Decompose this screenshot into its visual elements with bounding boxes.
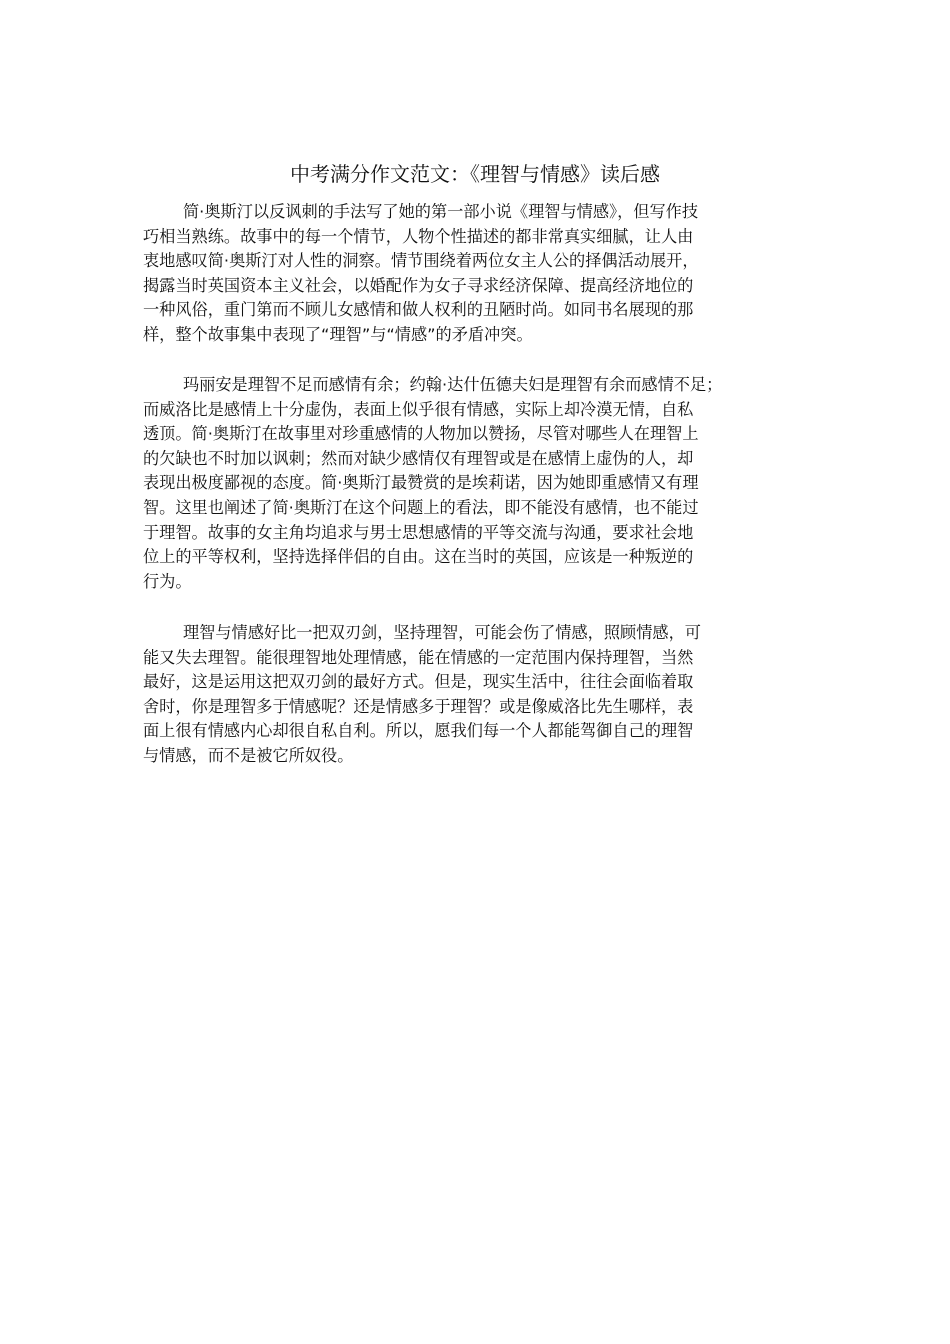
paragraph-line: 智。这里也阐述了简·奥斯汀在这个问题上的看法，即不能没有感情，也不能过 bbox=[143, 497, 699, 517]
paragraph-line: 巧相当熟练。故事中的每一个情节，人物个性描述的都非常真实细腻，让人由 bbox=[143, 226, 694, 246]
paragraph-line: 行为。 bbox=[143, 571, 192, 591]
paragraph-line: 理智与情感好比一把双刃剑，坚持理智，可能会伤了情感，照顾情感，可 bbox=[183, 623, 701, 642]
paragraph-line: 玛丽安是理智不足而感情有余；约翰·达什伍德夫妇是理智有余而感情不足； bbox=[183, 375, 723, 394]
paragraph-line: 简·奥斯汀以反讽刺的手法写了她的第一部小说《理智与情感》，但写作技 bbox=[183, 202, 699, 221]
paragraph-line: 位上的平等权利，坚持选择伴侣的自由。这在当时的英国，应该是一种叛逆的 bbox=[143, 547, 694, 567]
paragraph-line: 最好，这是运用这把双刃剑的最好方式。但是，现实生活中，往往会面临着取 bbox=[143, 672, 694, 692]
paragraph-line: 面上很有情感内心却很自私自利。所以，愿我们每一个人都能驾御自己的理智 bbox=[143, 721, 694, 741]
paragraph-line: 能又失去理智。能很理智地处理情感，能在情感的一定范围内保持理智，当然 bbox=[143, 647, 694, 667]
paragraph-line: 的欠缺也不时加以讽刺；然而对缺少感情仅有理智或是在感情上虚伪的人，却 bbox=[143, 448, 694, 468]
paragraph-line: 与情感，而不是被它所奴役。 bbox=[143, 745, 354, 765]
paragraph-line: 一种风俗，重门第而不顾儿女感情和做人权利的丑陋时尚。如同书名展现的那 bbox=[143, 300, 694, 320]
paragraph-2 bbox=[143, 373, 807, 594]
paragraph-line: 衷地感叹简·奥斯汀对人性的洞察。情节围绕着两位女主人公的择偶活动展开， bbox=[143, 251, 699, 271]
paragraph-1 bbox=[143, 200, 807, 348]
paragraph-3 bbox=[143, 621, 807, 769]
paragraph-line: 揭露当时英国资本主义社会，以婚配作为女子寻求经济保障、提高经济地位的 bbox=[143, 275, 694, 295]
paragraph-line: 透顶。简·奥斯汀在故事里对珍重感情的人物加以赞扬，尽管对哪些人在理智上 bbox=[143, 424, 699, 444]
paragraph-line: 样，整个故事集中表现了“理智”与“情感”的矛盾冲突。 bbox=[143, 324, 533, 344]
paragraph-line: 而威洛比是感情上十分虚伪，表面上似乎很有情感，实际上却冷漠无情，自私 bbox=[143, 399, 694, 419]
paragraph-line: 表现出极度鄙视的态度。简·奥斯汀最赞赏的是埃莉诺，因为她即重感情又有理 bbox=[143, 473, 699, 493]
paragraph-line: 于理智。故事的女主角均追求与男士思想感情的平等交流与沟通，要求社会地 bbox=[143, 522, 694, 542]
document-title: 中考满分作文范文：《理智与情感》读后感 bbox=[290, 162, 660, 186]
paragraph-line: 舍时，你是理智多于情感呢？还是情感多于理智？或是像威洛比先生哪样，表 bbox=[143, 696, 694, 716]
